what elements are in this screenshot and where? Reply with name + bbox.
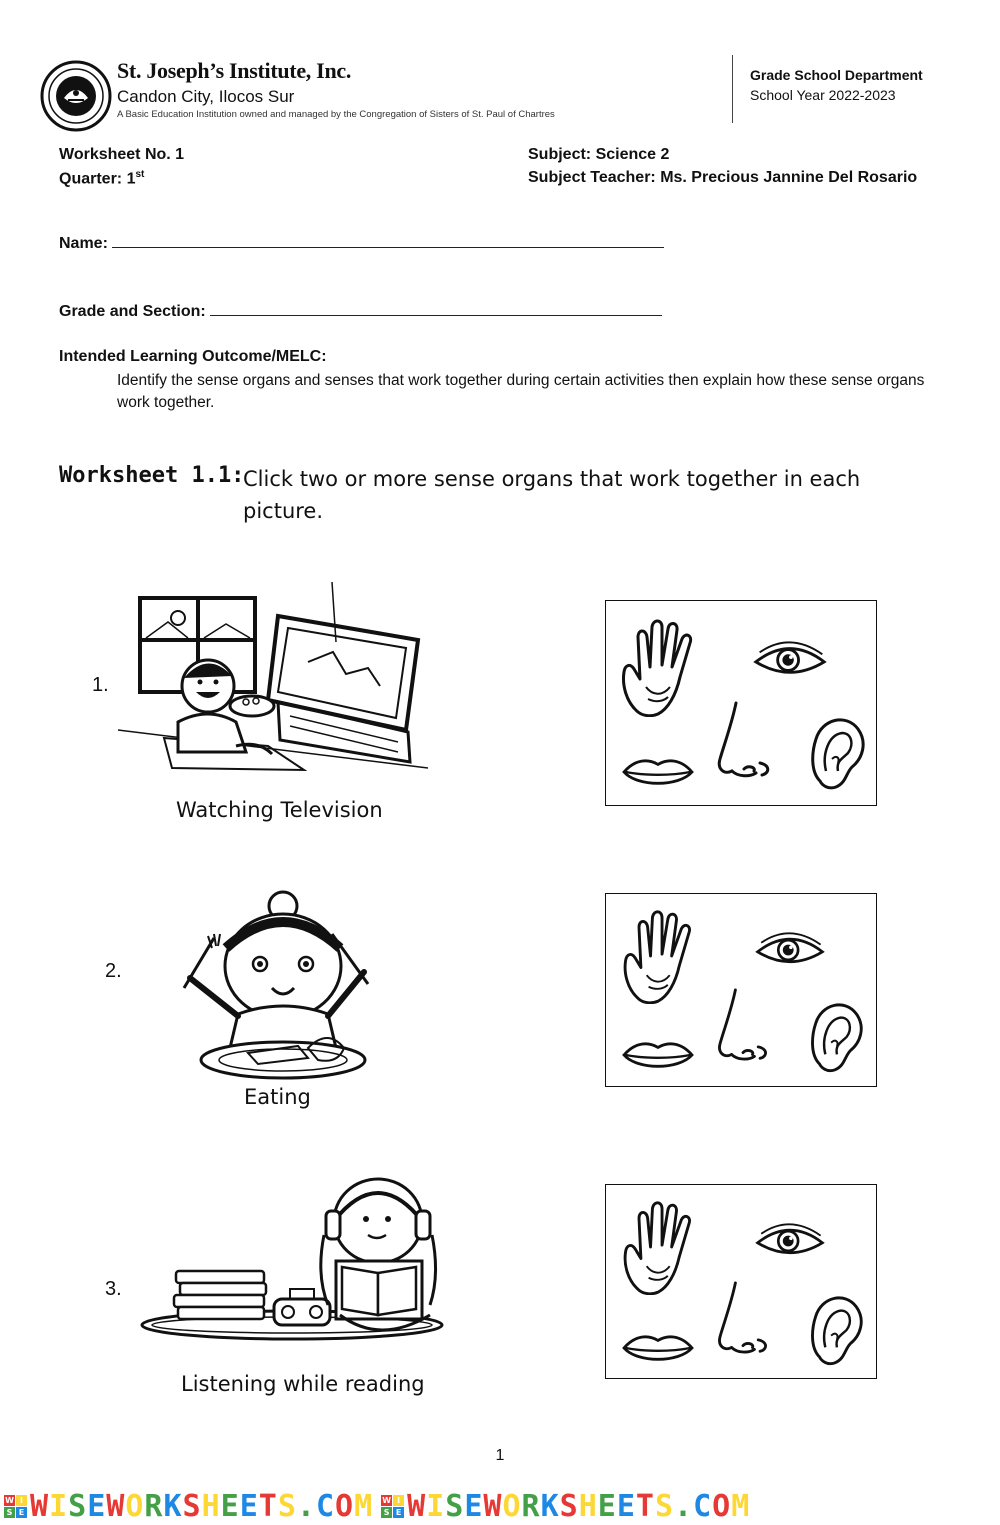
worksheet-number: Worksheet No. 1 <box>59 146 185 163</box>
logo-letter: I <box>16 1495 27 1506</box>
department: Grade School Department <box>750 67 923 83</box>
sense-organs-box-3 <box>605 1184 877 1379</box>
wiseworksheets-logo-icon <box>381 1495 404 1518</box>
name-blank-line <box>112 235 664 248</box>
quarter-label: Quarter: 1 <box>59 170 136 188</box>
hand-icon[interactable] <box>625 1203 689 1294</box>
header-divider <box>732 55 733 123</box>
school-year: School Year 2022-2023 <box>750 87 896 103</box>
logo-letter: W <box>382 1496 392 1505</box>
watermark-text: WISEWORKSHEETS.COM <box>30 1489 374 1524</box>
mouth-icon[interactable] <box>624 1337 692 1359</box>
logo-letter: S <box>381 1507 392 1518</box>
grade-section-field <box>59 303 662 321</box>
mouth-icon[interactable] <box>624 761 692 783</box>
watermark-block-1 <box>4 1489 373 1524</box>
ear-icon[interactable] <box>813 720 863 788</box>
worksheet-title: Worksheet 1.1: <box>59 463 245 488</box>
hand-icon[interactable] <box>625 912 689 1003</box>
watermark-block-2 <box>381 1489 750 1524</box>
ilo-text: Identify the sense organs and senses that work together during certain activities then explain how these sense organs work together. <box>117 372 925 411</box>
sense-organs-box-2 <box>605 893 877 1087</box>
footer-watermark <box>0 1488 1000 1525</box>
eye-icon[interactable] <box>756 642 824 672</box>
school-seal-logo <box>40 60 112 132</box>
school-name: St. Joseph’s Institute, Inc. <box>117 58 352 83</box>
ear-icon[interactable] <box>812 1298 861 1364</box>
watermark-text: WISEWORKSHEETS.COM <box>407 1489 751 1524</box>
item-2-number: 2. <box>105 960 122 982</box>
worksheet-instruction: Click two or more sense organs that work together in each picture. <box>243 467 861 523</box>
grade-section-label: Grade and Section: <box>59 303 206 320</box>
item-1-caption: Watching Television <box>176 798 383 822</box>
logo-letter: S <box>4 1507 15 1518</box>
school-description: A Basic Education Institution owned and managed by the Congregation of Sisters of St. Paul of Chartres <box>117 109 555 120</box>
name-field <box>59 235 664 253</box>
nose-icon[interactable] <box>720 990 766 1059</box>
ear-icon[interactable] <box>812 1005 861 1071</box>
school-city: Candon City, Ilocos Sur <box>117 87 295 106</box>
eye-icon[interactable] <box>758 1224 823 1252</box>
mouth-icon[interactable] <box>624 1044 692 1066</box>
eating-illustration <box>168 888 398 1083</box>
nose-icon[interactable] <box>720 1283 766 1352</box>
quarter <box>59 169 144 188</box>
name-label: Name: <box>59 235 108 252</box>
grade-section-blank-line <box>210 303 662 316</box>
subject: Subject: Science 2 <box>528 146 670 163</box>
logo-letter: E <box>393 1507 404 1518</box>
watching-television-illustration <box>118 582 428 772</box>
logo-letter: I <box>393 1495 404 1506</box>
quarter-suffix: st <box>135 169 145 180</box>
item-1-number: 1. <box>92 674 109 696</box>
item-3-number: 3. <box>105 1278 122 1300</box>
wiseworksheets-logo-icon <box>4 1495 27 1518</box>
sense-organs-box-1 <box>605 600 877 806</box>
nose-icon[interactable] <box>719 703 767 776</box>
ilo-label: Intended Learning Outcome/MELC: <box>59 348 327 365</box>
subject-teacher: Subject Teacher: Ms. Precious Jannine Del Rosario <box>528 169 918 186</box>
page-number: 1 <box>495 1447 505 1464</box>
hand-icon[interactable] <box>624 621 691 716</box>
item-3-caption: Listening while reading <box>181 1372 425 1396</box>
logo-letter: W <box>5 1496 14 1505</box>
listening-while-reading-illustration <box>140 1175 450 1345</box>
eye-icon[interactable] <box>758 933 823 961</box>
item-2-caption: Eating <box>244 1085 311 1109</box>
logo-letter: E <box>16 1507 27 1518</box>
